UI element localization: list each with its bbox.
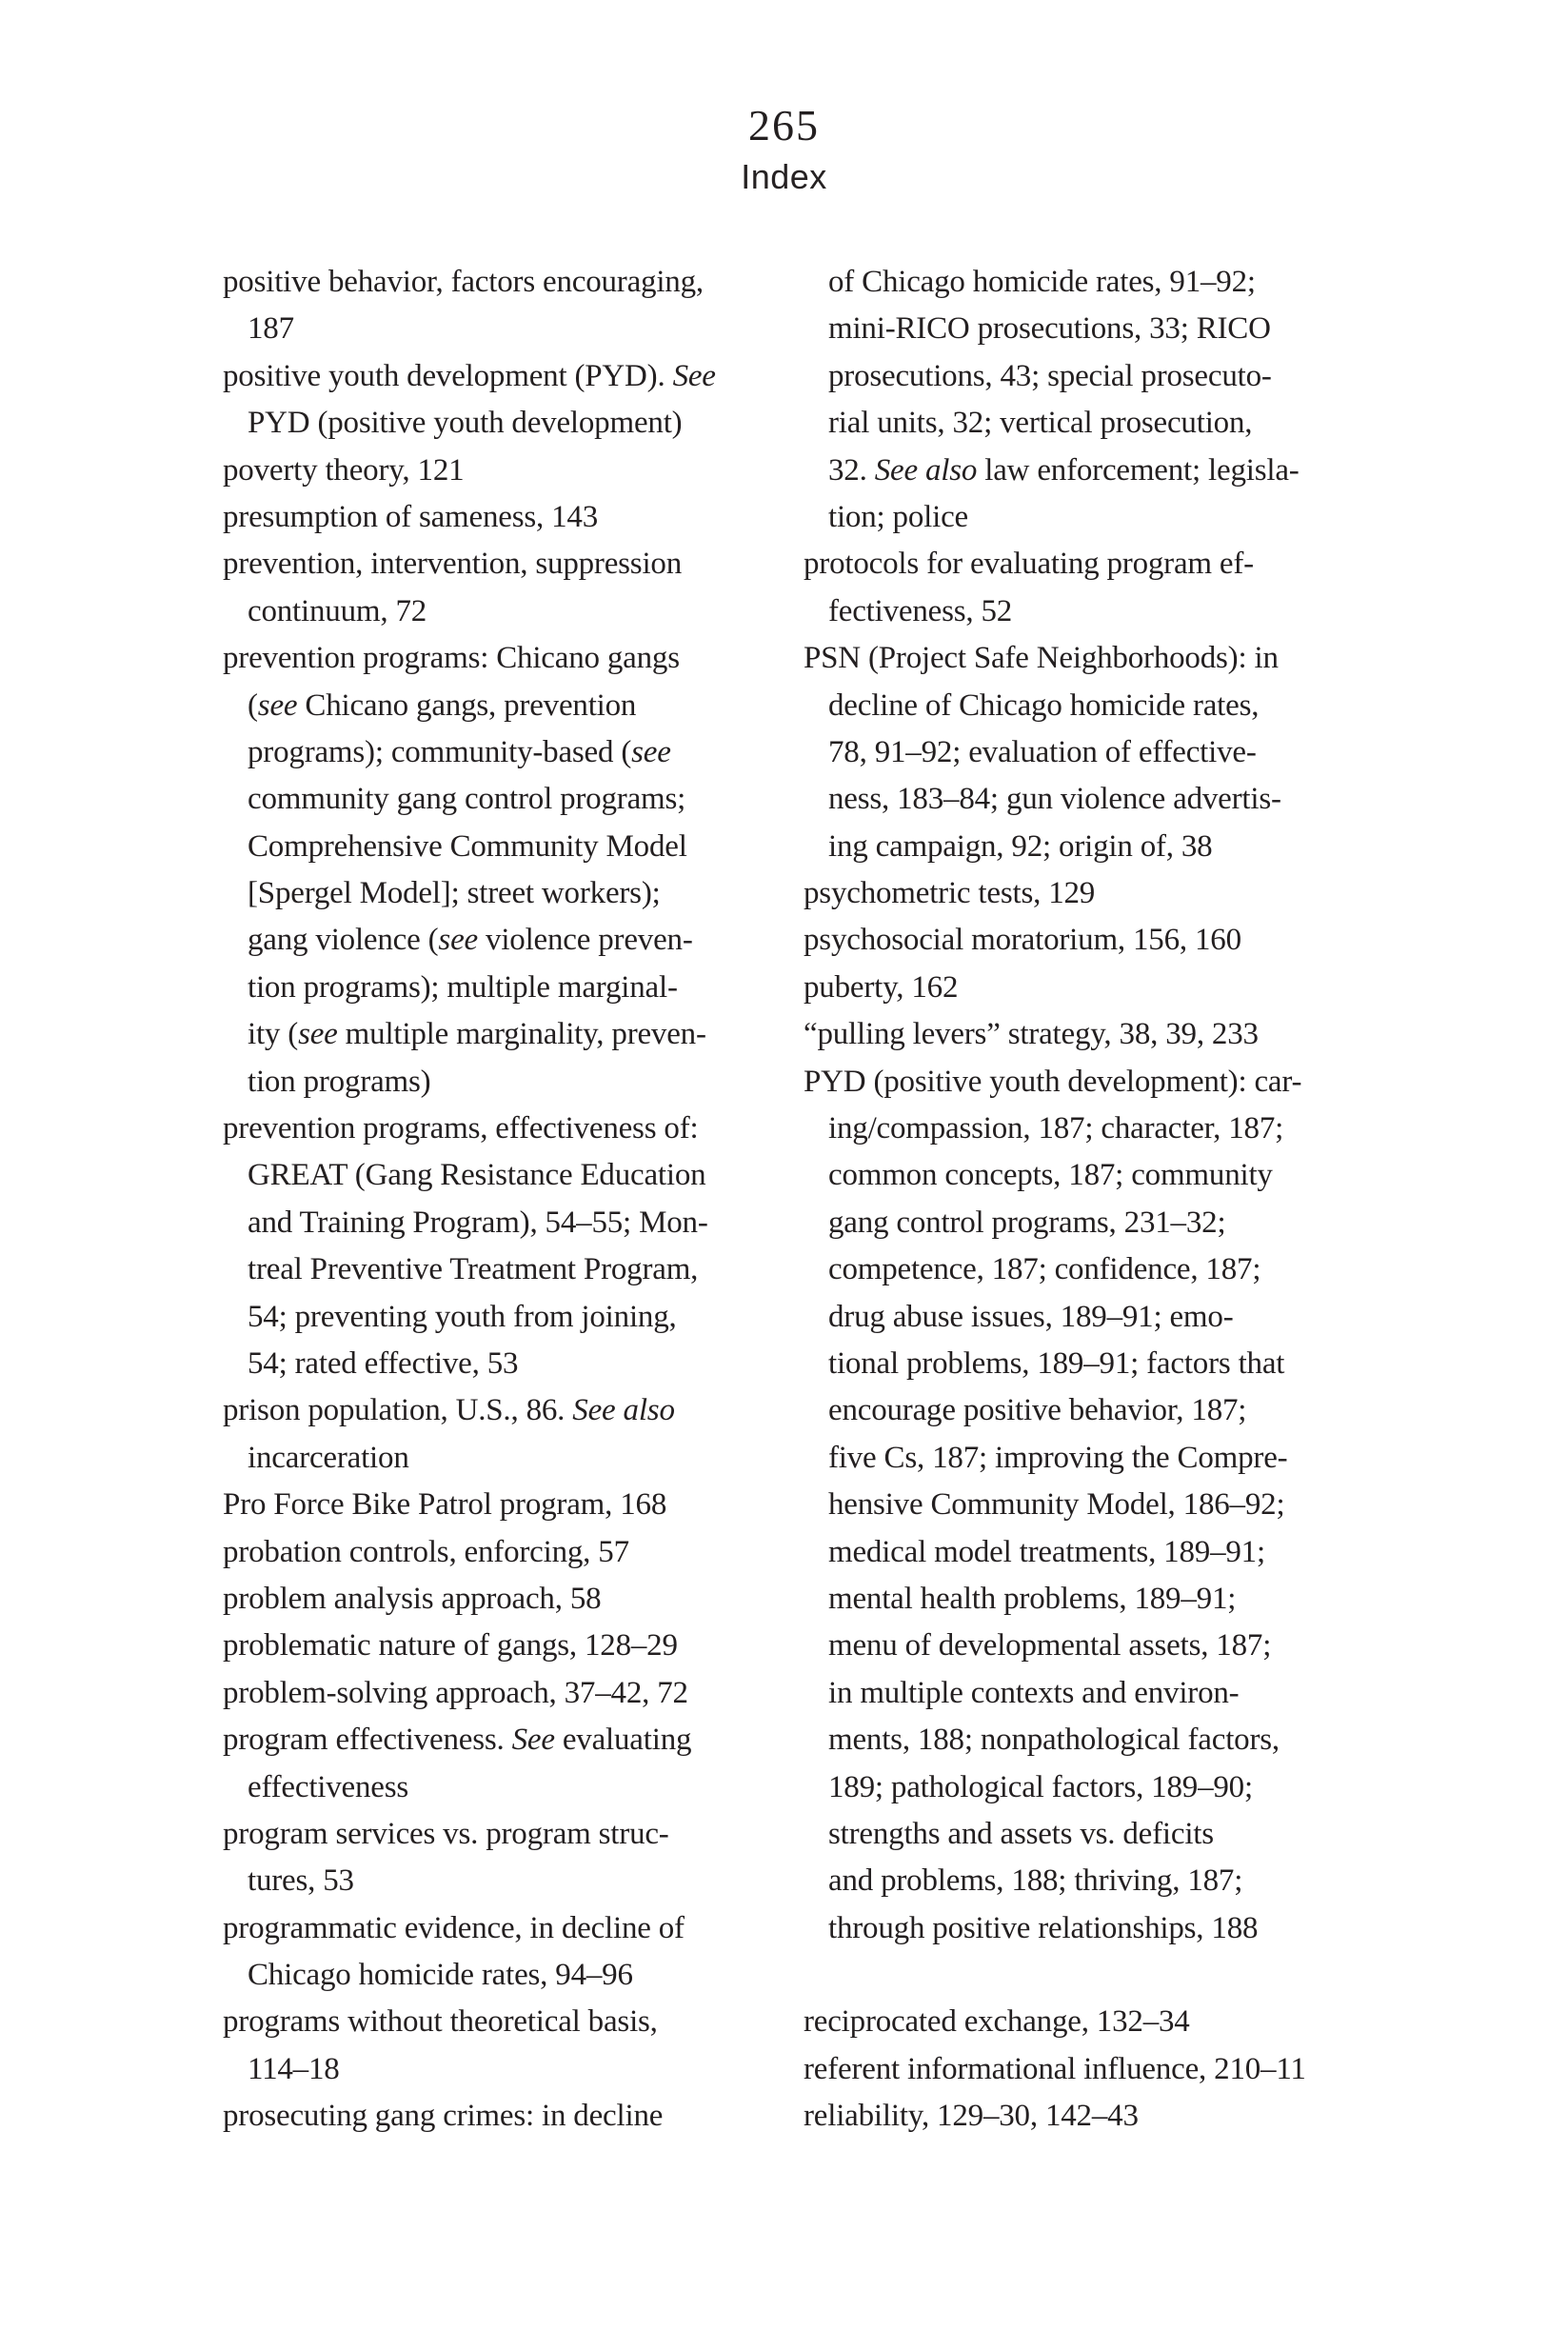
index-line: reliability, 129–30, 142–43 — [804, 2099, 1139, 2134]
index-line: PYD (positive youth development): car- — [804, 1064, 1302, 1099]
index-line: effectiveness — [248, 1769, 409, 1804]
index-line: and Training Program), 54–55; Mon- — [248, 1205, 708, 1240]
index-line: 78, 91–92; evaluation of effective- — [828, 734, 1257, 769]
index-blank-line — [804, 1952, 1413, 1999]
index-line: problematic nature of gangs, 128–29 — [223, 1628, 678, 1664]
index-line: of Chicago homicide rates, 91–92; — [828, 265, 1256, 299]
index-line: GREAT (Gang Resistance Education — [248, 1158, 706, 1193]
index-line: 32. See also law enforcement; legisla- — [828, 452, 1300, 488]
index-line: probation controls, enforcing, 57 — [223, 1534, 629, 1569]
index-line: problem-solving approach, 37–42, 72 — [223, 1675, 688, 1710]
index-line: problem analysis approach, 58 — [223, 1581, 602, 1616]
index-line: program services vs. program struc- — [223, 1816, 669, 1851]
index-line: prison population, U.S., 86. See also — [223, 1393, 675, 1428]
index-line: encourage positive behavior, 187; — [828, 1393, 1247, 1428]
index-line: decline of Chicago homicide rates, — [828, 687, 1260, 723]
index-line: medical model treatments, 189–91; — [828, 1534, 1265, 1569]
index-line: psychosocial moratorium, 156, 160 — [804, 923, 1241, 958]
index-line: puberty, 162 — [804, 969, 959, 1005]
index-line: positive behavior, factors encouraging, — [223, 265, 704, 299]
index-line: treal Preventive Treatment Program, — [248, 1252, 699, 1287]
index-line: [Spergel Model]; street workers); — [248, 876, 661, 911]
page-title: Index — [741, 157, 827, 196]
index-line: community gang control programs; — [248, 782, 686, 817]
index-line: psychometric tests, 129 — [804, 876, 1096, 911]
index-line: prosecutions, 43; special prosecuto- — [828, 358, 1272, 393]
index-line: in multiple contexts and environ- — [828, 1675, 1240, 1710]
index-line: prevention, intervention, suppression — [223, 547, 683, 582]
index-line: referent informational influence, 210–11 — [804, 2051, 1306, 2086]
index-line: presumption of sameness, 143 — [223, 499, 599, 534]
index-line: tion programs) — [248, 1064, 431, 1099]
index-line: protocols for evaluating program ef- — [804, 547, 1254, 582]
index-line: reciprocated exchange, 132–34 — [804, 2004, 1190, 2040]
index-line: through positive relationships, 188 — [828, 1910, 1259, 1945]
index-line: program effectiveness. See evaluating — [223, 1723, 692, 1758]
index-line: positive youth development (PYD). See — [223, 358, 716, 393]
index-line: and problems, 188; thriving, 187; — [828, 1863, 1243, 1899]
index-line: (see Chicano gangs, prevention — [248, 687, 637, 723]
index-line: ments, 188; nonpathological factors, — [828, 1723, 1280, 1758]
index-line: 114–18 — [248, 2051, 340, 2086]
index-line: Comprehensive Community Model — [248, 828, 687, 864]
index-line: gang violence (see violence preven- — [248, 923, 693, 958]
index-line: gang control programs, 231–32; — [828, 1205, 1226, 1240]
index-line: ity (see multiple marginality, preven- — [248, 1017, 706, 1052]
index-line: programs without theoretical basis, — [223, 2004, 658, 2040]
index-line: Chicago homicide rates, 94–96 — [248, 1958, 633, 1993]
index-line: fectiveness, 52 — [828, 593, 1013, 628]
index-line: prosecuting gang crimes: in decline — [223, 2099, 664, 2134]
index-line: menu of developmental assets, 187; — [828, 1628, 1272, 1664]
index-line: mini-RICO prosecutions, 33; RICO — [828, 311, 1271, 347]
index-line: ing/compassion, 187; character, 187; — [828, 1111, 1284, 1146]
index-line: tion; police — [828, 499, 968, 534]
index-line: PYD (positive youth development) — [248, 406, 683, 441]
index-line: tion programs); multiple marginal- — [248, 969, 678, 1005]
index-right-column — [804, 259, 1413, 2141]
index-line: rial units, 32; vertical prosecution, — [828, 406, 1253, 441]
index-line: ing campaign, 92; origin of, 38 — [828, 828, 1213, 864]
index-line: strengths and assets vs. deficits — [828, 1816, 1214, 1851]
index-line: PSN (Project Safe Neighborhoods): in — [804, 641, 1279, 676]
index-line: five Cs, 187; improving the Compre- — [828, 1440, 1288, 1475]
index-line: continuum, 72 — [248, 593, 427, 628]
index-line: programs); community-based (see — [248, 734, 671, 769]
page-number: 265 — [748, 101, 820, 149]
index-line: incarceration — [248, 1440, 409, 1475]
index-line: “pulling levers” strategy, 38, 39, 233 — [804, 1017, 1259, 1052]
index-line: poverty theory, 121 — [223, 452, 465, 488]
index-line: tional problems, 189–91; factors that — [828, 1345, 1285, 1381]
index-line: programmatic evidence, in decline of — [223, 1910, 685, 1945]
index-line: common concepts, 187; community — [828, 1158, 1273, 1193]
index-line: ness, 183–84; gun violence advertis- — [828, 782, 1281, 817]
index-line: tures, 53 — [248, 1863, 354, 1899]
index-line: 187 — [248, 311, 294, 347]
index-left-column — [223, 259, 805, 2141]
index-line: hensive Community Model, 186–92; — [828, 1487, 1285, 1523]
index-line: Pro Force Bike Patrol program, 168 — [223, 1487, 667, 1523]
index-line: 54; rated effective, 53 — [248, 1345, 519, 1381]
index-line: 54; preventing youth from joining, — [248, 1299, 677, 1334]
index-line: competence, 187; confidence, 187; — [828, 1252, 1261, 1287]
index-line: mental health problems, 189–91; — [828, 1581, 1237, 1616]
index-line: prevention programs: Chicano gangs — [223, 641, 680, 676]
index-line: prevention programs, effectiveness of: — [223, 1111, 699, 1146]
index-line: drug abuse issues, 189–91; emo- — [828, 1299, 1234, 1334]
index-line: 189; pathological factors, 189–90; — [828, 1769, 1253, 1804]
